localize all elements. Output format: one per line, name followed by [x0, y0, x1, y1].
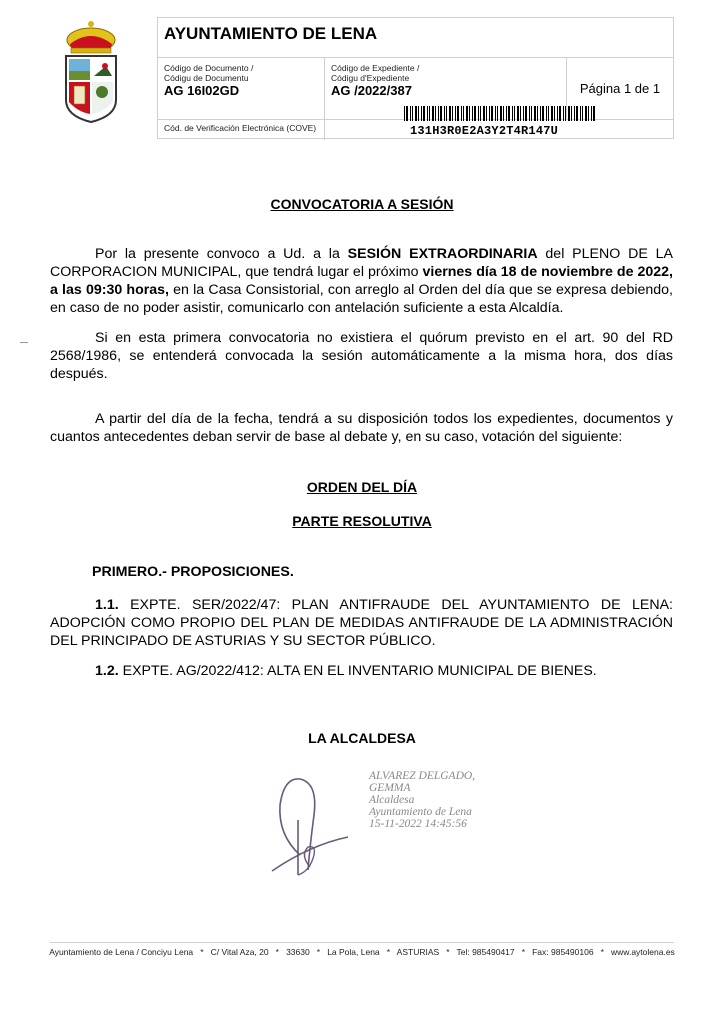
barcode-bar: [506, 106, 507, 121]
signature-timestamp: 15-11-2022 14:45:56: [369, 818, 467, 830]
barcode-bar: [551, 106, 553, 121]
barcode-bar: [508, 106, 510, 121]
barcode-bar: [404, 106, 405, 121]
coat-of-arms-logo: [58, 18, 124, 124]
barcode-bar: [427, 106, 428, 121]
barcode-bar: [495, 106, 496, 121]
barcode-bar: [444, 106, 445, 121]
barcode-bar: [483, 106, 485, 121]
cove-value: 131H3R0E2A3Y2T4R147U: [410, 124, 559, 138]
barcode-bar: [588, 106, 589, 121]
item-number: 1.1.: [95, 597, 119, 613]
signer-role: Alcaldesa: [369, 794, 415, 806]
barcode-bar: [576, 106, 578, 121]
barcode-bar: [432, 106, 434, 121]
barcode-bar: [517, 106, 519, 121]
expedient-code-value: AG /2022/387: [331, 83, 412, 98]
signer-first-name: GEMMA: [369, 782, 411, 794]
barcode-bar: [438, 106, 439, 121]
page-number: Página 1 de 1: [567, 58, 673, 120]
barcode-bar: [429, 106, 430, 121]
document-heading: CONVOCATORIA A SESIÓN: [270, 196, 454, 212]
barcode-bar: [455, 106, 456, 121]
barcode-bar: [478, 106, 479, 121]
barcode-bar: [534, 106, 536, 121]
signer-title: LA ALCALDESA: [308, 730, 416, 746]
text: del PLENO DE LA CORPORACION MUNICIPAL, que tendrá lugar el próximo: [50, 246, 673, 280]
signer-organization: Ayuntamiento de Lena: [369, 806, 472, 818]
barcode-bar: [415, 106, 417, 121]
barcode-bar: [406, 106, 408, 121]
barcode-bar: [574, 106, 575, 121]
barcode-bar: [491, 106, 493, 121]
agenda-heading: ORDEN DEL DÍA: [306, 479, 418, 495]
footer-contact: Ayuntamiento de Lena / Conciyu Lena * C/ Vital Aza, 20 * 33630 * La Pola, Lena * ASTURIAS * Tel: 985490417 * Fax: 985490106 * www.aytolena.es: [49, 947, 675, 957]
barcode-bar: [525, 106, 527, 121]
barcode-bar: [486, 106, 487, 121]
barcode-bar: [542, 106, 544, 121]
barcode-bar: [469, 106, 470, 121]
barcode-bar: [520, 106, 521, 121]
barcode-bar: [435, 106, 436, 121]
paragraph-convocation: [50, 245, 673, 317]
barcode-bar: [474, 106, 476, 121]
agenda-item: [50, 662, 673, 680]
barcode-bar: [463, 106, 464, 121]
barcode-bar: [523, 106, 524, 121]
paragraph-documents: A partir del día de la fecha, tendrá a su disposición todos los expedientes, documentos y cuantos antecedentes deban servir de base al debate y, en su caso, votación del siguiente:: [50, 411, 673, 445]
barcode-bar: [548, 106, 549, 121]
margin-mark: [20, 342, 28, 343]
barcode-bar: [452, 106, 453, 121]
document-code-cell: [158, 58, 325, 120]
barcode-bar: [503, 106, 504, 121]
institution-title: AYUNTAMIENTO DE LENA: [158, 18, 673, 58]
expedient-code-label-ast: Códigu d'Expediente: [331, 73, 410, 83]
barcode-bar: [472, 106, 473, 121]
barcode-bar: [559, 106, 561, 121]
barcode-bar: [457, 106, 459, 121]
barcode-bar: [514, 106, 515, 121]
barcode-bar: [557, 106, 558, 121]
barcode-bar: [568, 106, 570, 121]
barcode-bar: [571, 106, 572, 121]
document-code-label: Código de Documento /: [164, 63, 254, 73]
barcode-bar: [421, 106, 422, 121]
barcode-bar: [531, 106, 532, 121]
barcode-bar: [418, 106, 419, 121]
item-text: EXPTE. AG/2022/412: ALTA EN EL INVENTARIO MUNICIPAL DE BIENES.: [118, 663, 597, 679]
barcode-bar: [565, 106, 566, 121]
document-code-label-ast: Códigu de Documentu: [164, 73, 249, 83]
barcode-bar: [585, 106, 587, 121]
text: Por la presente convoco a Ud. a la: [95, 246, 348, 262]
digital-signature-block: [369, 770, 475, 830]
barcode: [404, 106, 597, 121]
session-date: viernes día 18 de noviembre de 2022, a las 09:30 horas,: [50, 264, 673, 298]
paragraph-quorum: Si en esta primera convocatoria no existiera el quórum previsto en el art. 90 del RD 2568/1986, se entenderá convocada la sesión automáticamente a la misma hora, dos días después.: [50, 330, 673, 382]
cove-cell: [325, 120, 673, 140]
barcode-bar: [593, 106, 595, 121]
barcode-bar: [480, 106, 481, 121]
barcode-bar: [489, 106, 490, 121]
expedient-code-label: Código de Expediente /: [331, 63, 420, 73]
barcode-bar: [540, 106, 541, 121]
barcode-bar: [446, 106, 447, 121]
text: en la Casa Consistorial, con arreglo al Orden del día que se expresa debiendo, en caso de no poder asistir, comunicarlo con antelación suficiente a esta Alcaldía.: [50, 282, 674, 316]
barcode-bar: [546, 106, 547, 121]
barcode-bar: [591, 106, 592, 121]
item-text: EXPTE. SER/2022/47: PLAN ANTIFRAUDE DEL AYUNTAMIENTO DE LENA: ADOPCIÓN COMO PROPIO DEL PLAN DE MEDIDAS ANTIFRAUDE DE LA ADMINISTRACIÓN DEL PRINCIPADO DE ASTURIAS Y SU SECTOR PÚBLICO.: [50, 597, 673, 649]
barcode-bar: [582, 106, 583, 121]
barcode-bar: [461, 106, 462, 121]
barcode-bar: [410, 106, 411, 121]
barcode-bar: [449, 106, 451, 121]
barcode-bar: [440, 106, 442, 121]
session-type: SESIÓN EXTRAORDINARIA: [347, 246, 538, 262]
handwritten-signature: [270, 775, 360, 880]
barcode-bar: [554, 106, 555, 121]
barcode-bar: [537, 106, 538, 121]
barcode-bar: [563, 106, 564, 121]
agenda-item: [50, 596, 673, 650]
barcode-bar: [423, 106, 425, 121]
signer-name: ALVAREZ DELGADO,: [369, 770, 476, 782]
barcode-bar: [580, 106, 581, 121]
barcode-bar: [412, 106, 413, 121]
footer-divider: [50, 942, 674, 943]
item-number: 1.2.: [95, 663, 119, 679]
barcode-bar: [466, 106, 468, 121]
barcode-bar: [529, 106, 530, 121]
item-heading: PRIMERO.- PROPOSICIONES.: [92, 564, 294, 580]
cove-label: Cód. de Verificación Electrónica (COVE): [158, 120, 325, 140]
section-heading: PARTE RESOLUTIVA: [292, 513, 432, 529]
barcode-bar: [500, 106, 502, 121]
barcode-bar: [512, 106, 513, 121]
document-header: [157, 17, 674, 139]
document-code-value: AG 16I02GD: [164, 83, 240, 98]
barcode-bar: [497, 106, 498, 121]
